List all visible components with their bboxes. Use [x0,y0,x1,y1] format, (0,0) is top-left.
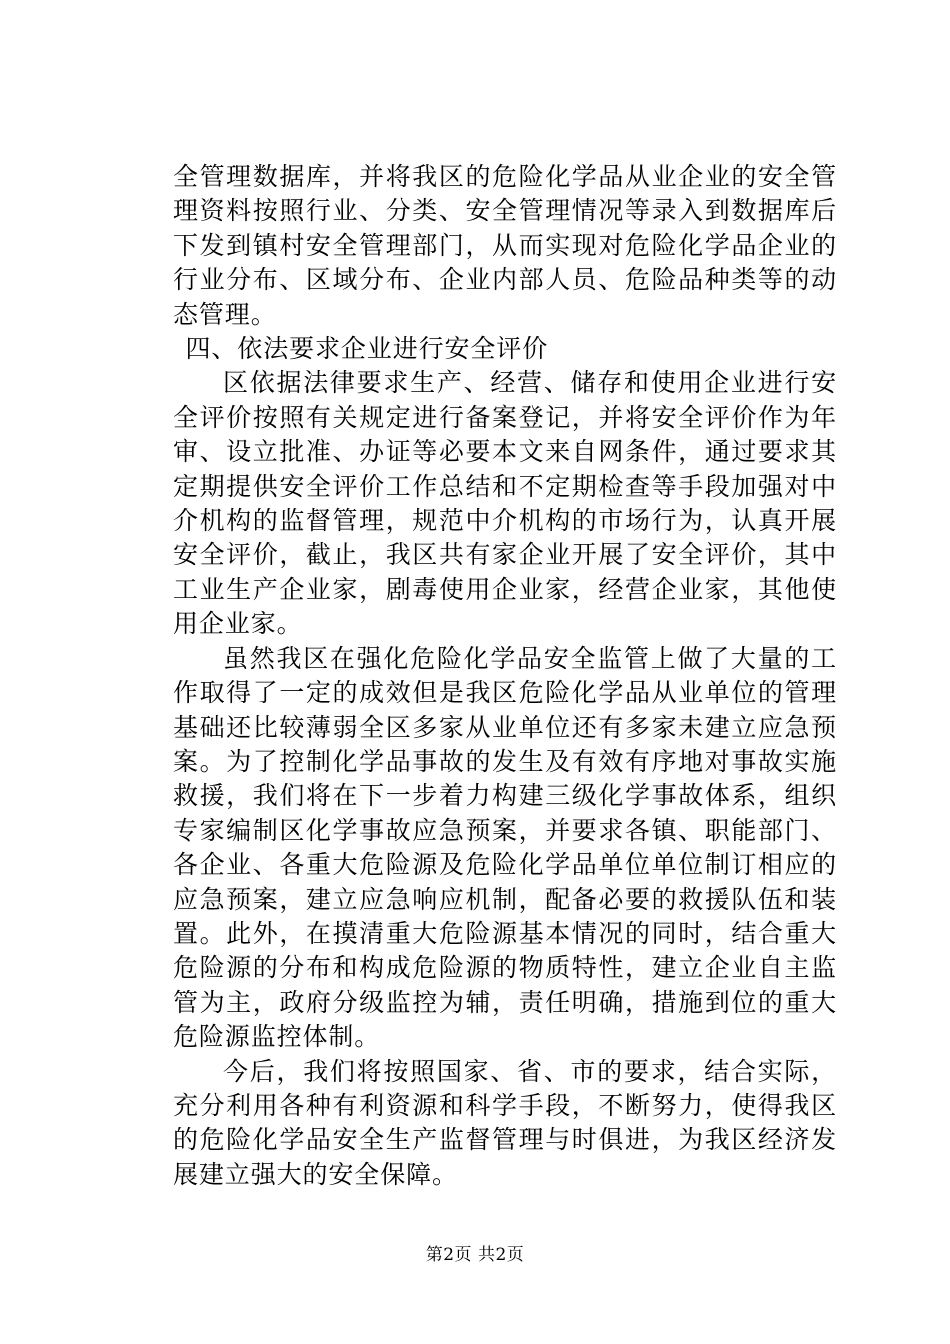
section-heading: 四、依法要求企业进行安全评价 [185,334,549,364]
document-body [173,160,837,1192]
paragraph-emergency-plan: 虽然我区在强化危险化学品安全监管上做了大量的工作取得了一定的成效但是我区危险化学品从业单位的管理基础还比较薄弱全区多家从业单位还有多家未建立应急预案。为了控制化学品事故的发生及有效有序地对事故实施救援，我们将在下一步着力构建三级化学事故体系，组织专家编制区化学事故应急预案，并要求各镇、职能部门、各企业、各重大危险源及危险化学品单位单位制订相应的应急预案，建立应急响应机制，配备必要的救援队伍和装置。此外，在摸清重大危险源基本情况的同时，结合重大危险源的分布和构成危险源的物质特性，建立企业自主监管为主，政府分级监控为辅，责任明确，措施到位的重大危险源监控体制。 [173,643,837,1052]
paragraph-safety-evaluation: 区依据法律要求生产、经营、储存和使用企业进行安全评价按照有关规定进行备案登记，并将安全评价作为年审、设立批准、办证等必要本文来自网条件，通过要求其定期提供安全评价工作总结和不定期检查等手段加强对中介机构的监督管理，规范中介机构的市场行为，认真开展安全评价，截止，我区共有家企业开展了安全评价，其中工业生产企业家，剧毒使用企业家，经营企业家，其他使用企业家。 [173,368,837,639]
paragraph-continuation: 全管理数据库，并将我区的危险化学品从业企业的安全管理资料按照行业、分类、安全管理情况等录入到数据库后下发到镇村安全管理部门，从而实现对危险化学品企业的行业分布、区域分布、企业内部人员、危险品种类等的动态管理。 [173,162,837,329]
page-number-footer: 第2页 共2页 [425,1245,525,1265]
paragraph-conclusion: 今后，我们将按照国家、省、市的要求，结合实际，充分利用各种有利资源和科学手段，不断努力，使得我区的危险化学品安全生产监督管理与时俱进，为我区经济发展建立强大的安全保障。 [173,1056,837,1189]
